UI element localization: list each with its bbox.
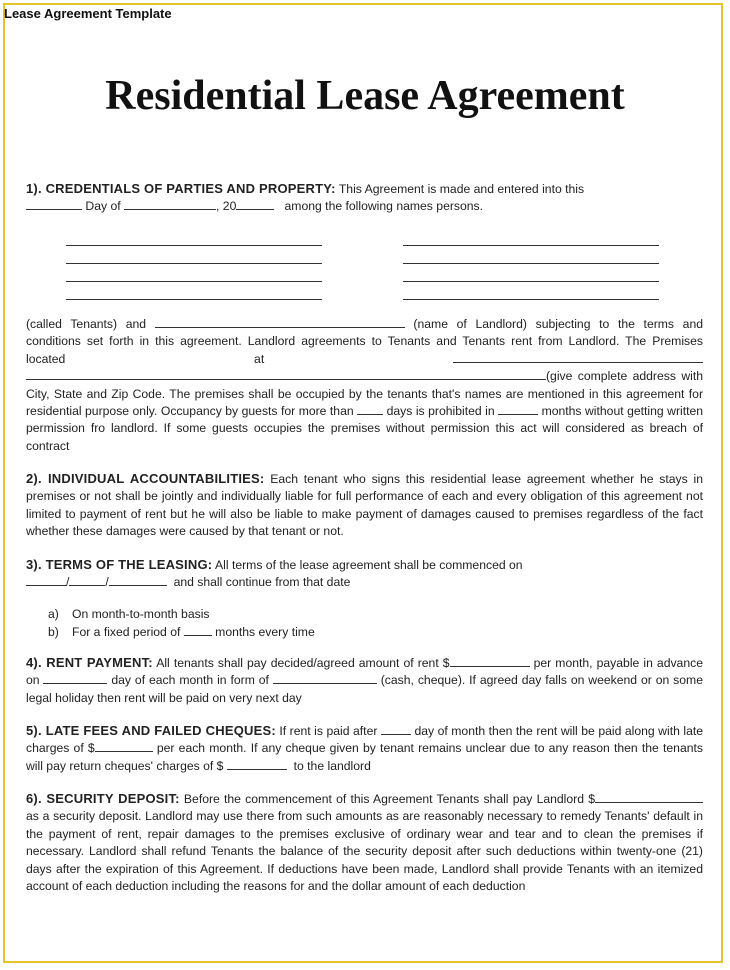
section-1-heading: 1). CREDENTIALS OF PARTIES AND PROPERTY:: [26, 181, 336, 196]
landlord-line-3[interactable]: [403, 281, 659, 282]
day-blank[interactable]: [26, 198, 82, 210]
rent-amount-blank[interactable]: [450, 655, 530, 667]
address-blank-2[interactable]: [26, 368, 546, 380]
section-1-called-tenants: (called Tenants) and: [26, 317, 147, 331]
tenant-line-1[interactable]: [66, 245, 322, 246]
section-5-text-a: If rent is paid after: [279, 724, 378, 738]
section-2-text: Each tenant who signs this residential lease agreement whether he stays in premises or not shall be jointly and individually liable for full performance of each and every obligation of this agreement not limited to payment of rent but he will also be liable to make payment of damages caused to premises regardless of the fact whether these damages were caused by that tenant or not.: [26, 472, 704, 539]
tenant-line-2[interactable]: [66, 263, 322, 264]
guest-days-blank[interactable]: [357, 403, 383, 415]
lease-option-month-to-month: a) On month-to-month basis: [48, 607, 210, 621]
section-1-body: [26, 316, 703, 455]
section-6-heading: 6). SECURITY DEPOSIT:: [26, 791, 180, 806]
fixed-months-blank[interactable]: [184, 624, 212, 636]
section-5-text-b: day of month then the rent will be paid along with late charges of $: [26, 724, 704, 756]
section-3-heading: 3). TERMS OF THE LEASING:: [26, 557, 213, 572]
landlord-signature-lines: [403, 245, 659, 317]
landlord-line-4[interactable]: [403, 299, 659, 300]
late-charge-blank[interactable]: [95, 740, 153, 752]
section-4-text-a: All tenants shall pay decided/agreed amount of rent $: [156, 656, 450, 670]
section-5-text-c: per each month. If any cheque given by tenant remains unclear due to any reason then the tenants will pay return cheques' charges of $: [26, 741, 703, 773]
section-4-text-c: day of each month in form of: [111, 673, 269, 688]
section-6-text-a: Before the commencement of this Agreement Tenants shall pay Landlord $: [183, 792, 595, 806]
section-5-heading: 5). LATE FEES AND FAILED CHEQUES:: [26, 723, 276, 738]
page-title: Residential Lease Agreement: [105, 73, 625, 119]
tenant-signature-lines: [66, 245, 322, 317]
section-2-heading: 2). INDIVIDUAL ACCOUNTABILITIES:: [26, 471, 265, 486]
month-blank[interactable]: [124, 198, 216, 210]
section-1-prohibited: days is prohibited in: [386, 404, 495, 419]
payment-form-blank[interactable]: [273, 672, 377, 684]
document-label: Lease Agreement Template: [4, 6, 172, 21]
section-3-continue: and shall continue from that date: [173, 575, 351, 590]
start-day-blank[interactable]: [26, 574, 66, 586]
tenant-line-3[interactable]: [66, 281, 322, 282]
section-1-among: among the following names persons.: [284, 199, 484, 214]
landlord-line-1[interactable]: [403, 245, 659, 246]
section-3: 3). TERMS OF THE LEASING: All terms of the lease agreement shall be commenced on / / and shall continue from that date: [26, 557, 523, 590]
section-1-premises: (name of Landlord) subjecting to the terms and conditions set forth in this agreement. Landlord agreements to Tenants and Tenants rent from Landlord. The Premises located at: [26, 317, 704, 366]
section-6-text-b: as a security deposit. Landlord may use there from such amounts as are reasonably necessary to remedy Tenants' default in the payment of rent, repair damages to the premises exclusive of ordinary wear and tear and to clean the premises if necessary. Landlord shall refund Tenants the balance of the security deposit after such deductions within twenty-one (21) days after the expiration of this Agreement. If deductions have been made, Landlord shall provide Tenants with an itemized account of each deduction including the reasons for and the dollar amount of each deduction: [26, 809, 703, 894]
section-4-text-b: per month, payable in advance on: [26, 656, 703, 688]
address-blank-1[interactable]: [453, 351, 703, 363]
rent-due-day-blank[interactable]: [43, 672, 107, 684]
security-deposit-blank[interactable]: [595, 791, 703, 803]
section-1-occupancy: (give complete address with City, State and Zip Code. The premises shall be occupied by the tenants that's names are mentioned in this agreement for residential purpose only. Occupancy by guests for more than: [26, 369, 703, 419]
late-day-blank[interactable]: [381, 723, 411, 735]
section-6: [26, 790, 703, 895]
section-2: [26, 470, 703, 541]
section-1-line-1: This Agreement is made and entered into this: [338, 182, 585, 196]
section-4-text-d: (cash, cheque). If agreed day falls on weekend or on some legal holiday then rent will be paid on very next day: [26, 673, 703, 705]
section-1-day-of: Day of: [85, 199, 121, 214]
lease-option-fixed-period: b) For a fixed period of months every time: [48, 625, 315, 639]
landlord-line-2[interactable]: [403, 263, 659, 264]
tenant-line-4[interactable]: [66, 299, 322, 300]
section-5: [26, 722, 703, 775]
section-1-breach: months without getting written permission fro landlord. If some guests occupies the premises without permission this act will considered as breach of contract: [26, 404, 704, 453]
landlord-name-blank[interactable]: [155, 316, 405, 328]
section-3-text: All terms of the lease agreement shall be commenced on: [215, 558, 523, 572]
guest-months-blank[interactable]: [498, 403, 538, 415]
start-year-blank[interactable]: [109, 574, 167, 586]
section-1-intro: [26, 180, 703, 216]
start-month-blank[interactable]: [69, 574, 105, 586]
section-1-year-prefix: , 20: [216, 199, 237, 214]
lease-term-options: [48, 605, 315, 641]
section-4-heading: 4). RENT PAYMENT:: [26, 655, 153, 670]
section-4: [26, 654, 703, 707]
section-5-text-d: to the landlord: [293, 758, 371, 773]
cheque-charge-blank[interactable]: [227, 758, 287, 770]
year-blank[interactable]: [236, 198, 274, 210]
